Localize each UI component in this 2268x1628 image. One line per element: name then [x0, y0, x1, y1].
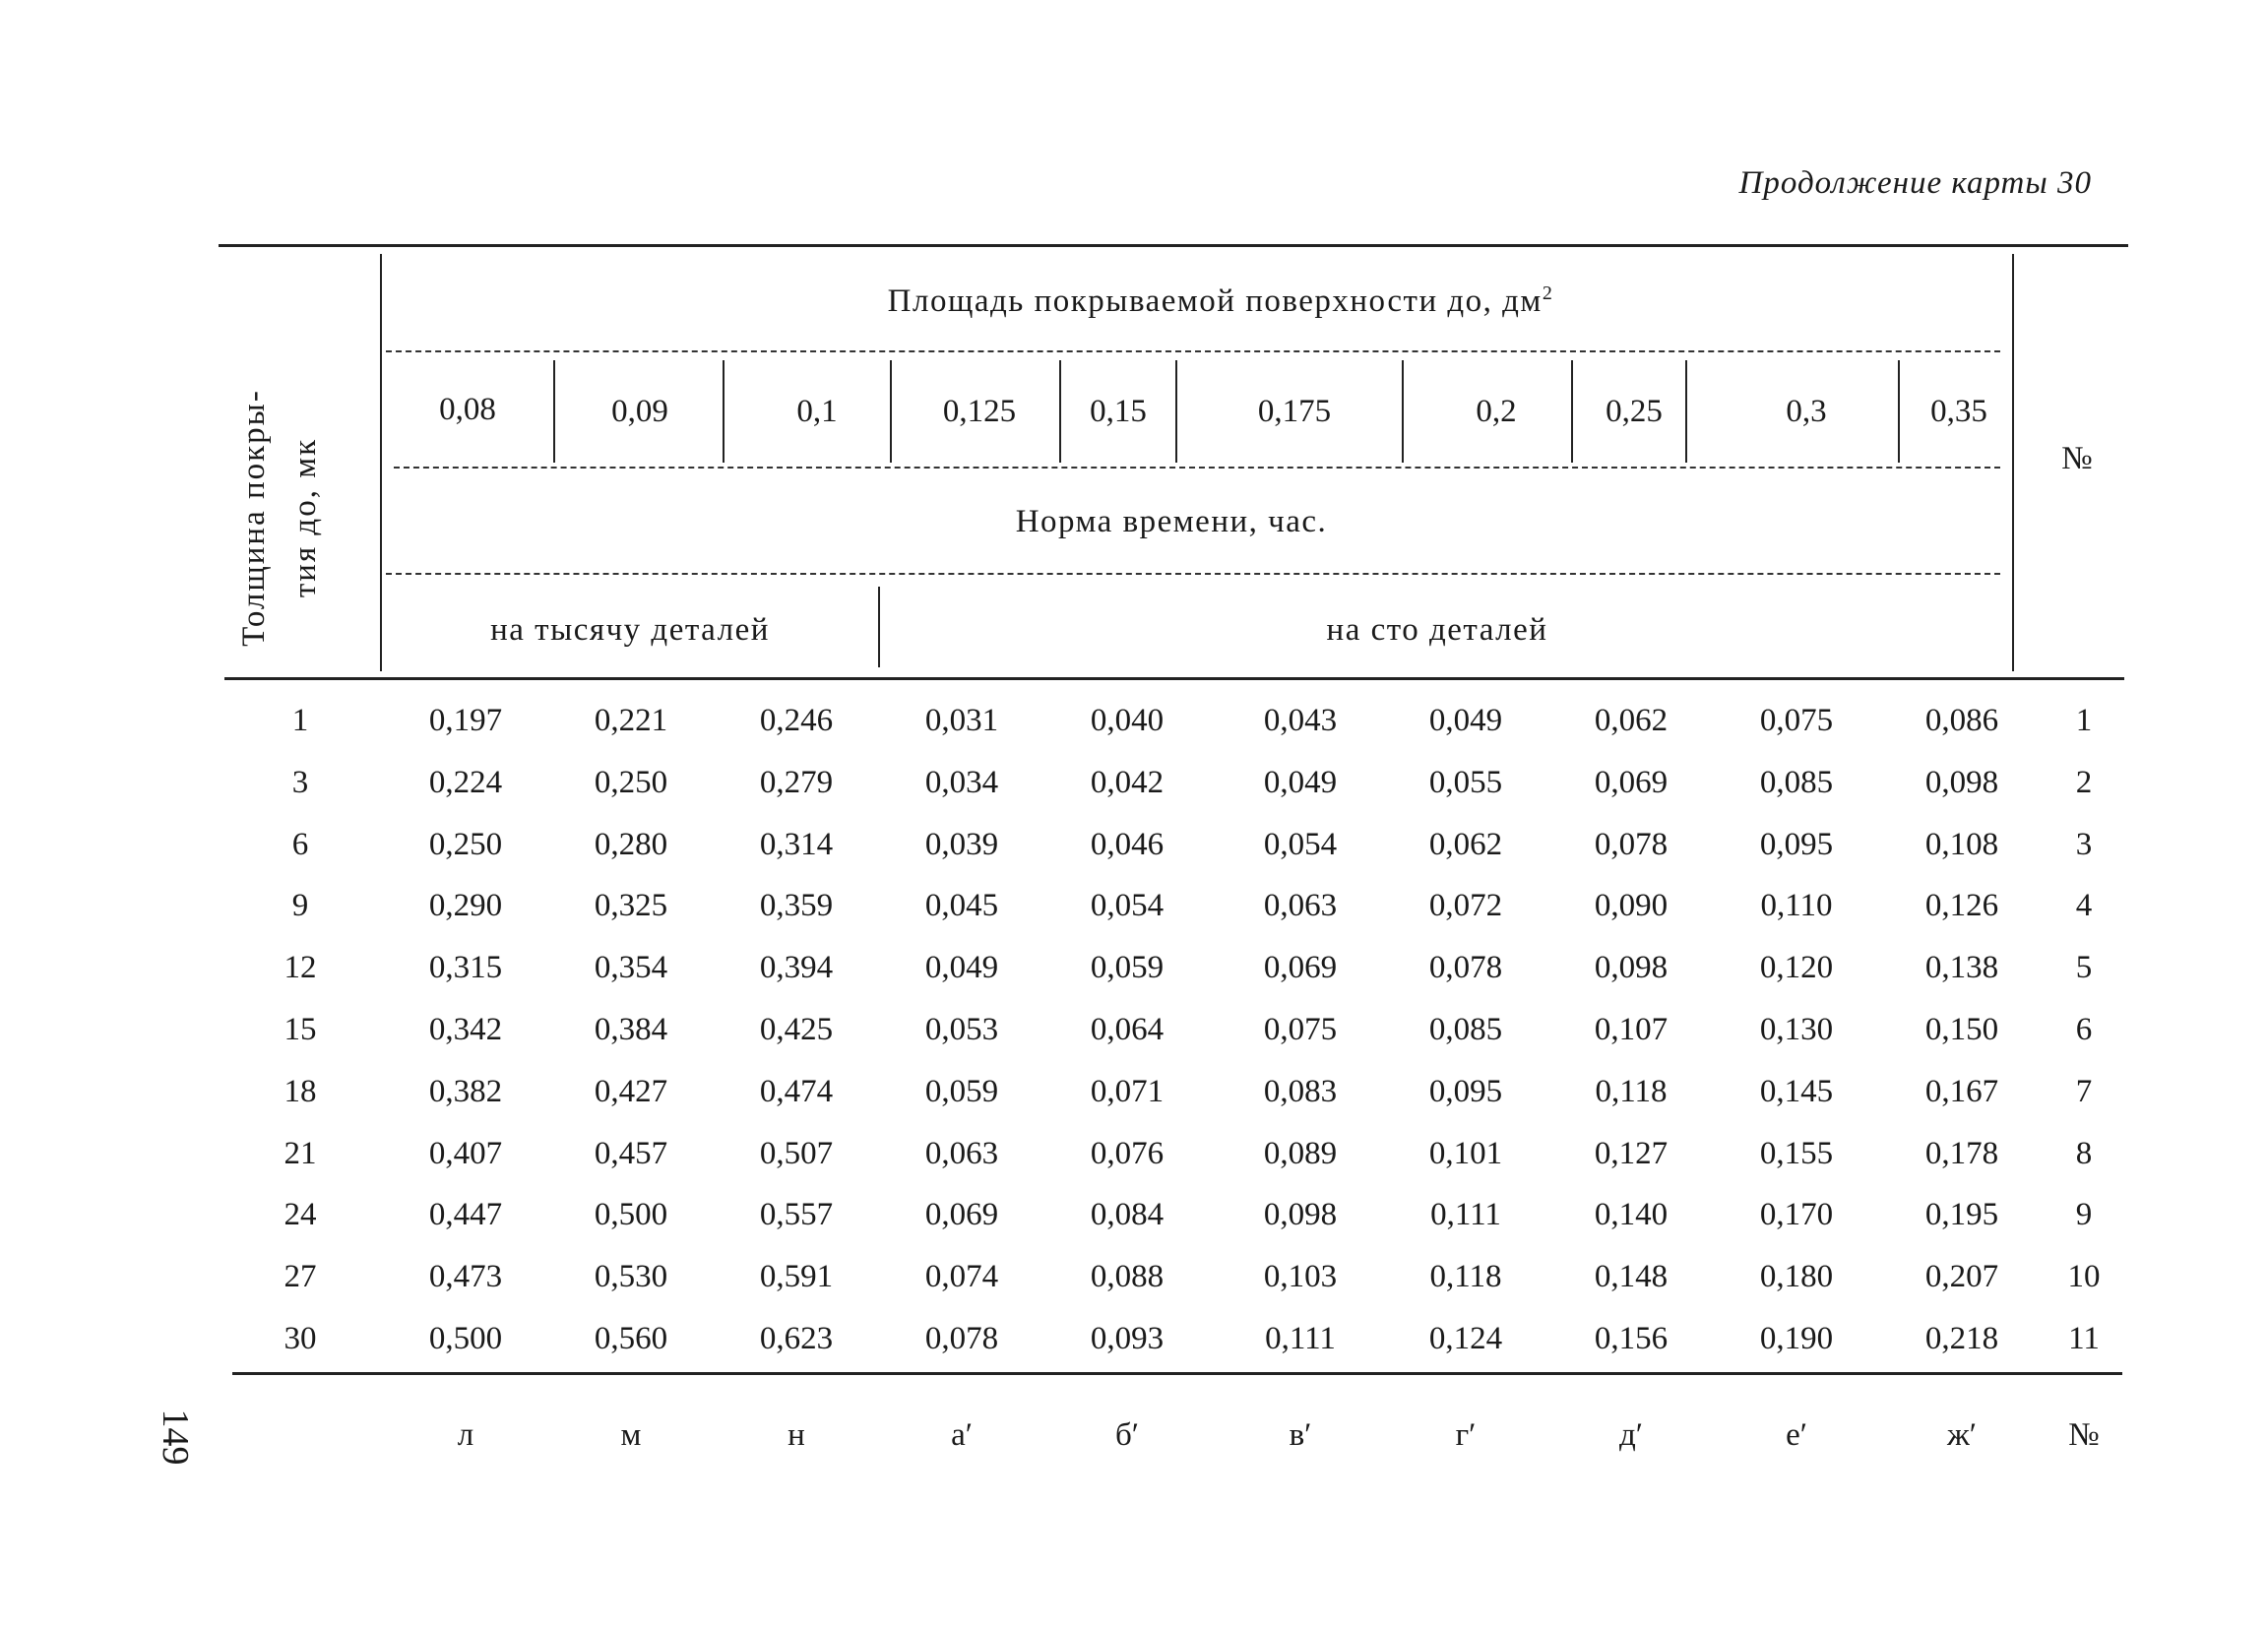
area-value: 0,125	[942, 394, 1017, 429]
area-header-rule	[386, 350, 2000, 352]
value-cell: 0,101	[1428, 1136, 1503, 1171]
footer-number-label: №	[2068, 1417, 2100, 1453]
value-cell: 0,098	[1594, 950, 1669, 985]
value-cell: 0,447	[428, 1197, 503, 1232]
thickness-header	[228, 350, 366, 685]
value-cell: 0,279	[759, 765, 834, 800]
value-cell: 0,054	[1090, 888, 1165, 923]
area-separator	[553, 360, 555, 463]
value-cell: 0,126	[1924, 888, 1999, 923]
thickness-cell: 27	[284, 1259, 317, 1294]
value-cell: 0,224	[428, 765, 503, 800]
per-thousand-header: на тысячу деталей	[490, 612, 770, 648]
value-cell: 0,127	[1594, 1136, 1669, 1171]
value-cell: 0,042	[1090, 765, 1165, 800]
value-cell: 0,031	[924, 703, 999, 738]
value-cell: 0,049	[924, 950, 999, 985]
area-separator	[1898, 360, 1900, 463]
value-cell: 0,093	[1090, 1321, 1165, 1356]
value-cell: 0,055	[1428, 765, 1503, 800]
value-cell: 0,507	[759, 1136, 834, 1171]
value-cell: 0,078	[1428, 950, 1503, 985]
value-cell: 0,090	[1594, 888, 1669, 923]
row-number-cell: 8	[2075, 1136, 2093, 1171]
row-number-cell: 2	[2075, 765, 2093, 800]
table-top-rule	[219, 244, 2128, 247]
value-cell: 0,045	[924, 888, 999, 923]
footer-letter: л	[457, 1417, 474, 1453]
area-value: 0,3	[1786, 394, 1827, 429]
value-cell: 0,069	[1594, 765, 1669, 800]
continuation-caption: Продолжение карты 30	[1738, 165, 2092, 201]
area-separator	[1175, 360, 1177, 463]
value-cell: 0,342	[428, 1012, 503, 1047]
value-cell: 0,076	[1090, 1136, 1165, 1171]
row-number-cell: 3	[2075, 827, 2093, 862]
row-number-cell: 10	[2067, 1259, 2101, 1294]
page-number: 149	[155, 1409, 196, 1466]
footer-letter: а′	[951, 1417, 973, 1453]
thickness-cell: 21	[284, 1136, 317, 1171]
number-column-divider	[2012, 254, 2014, 671]
value-cell: 0,095	[1759, 827, 1834, 862]
value-cell: 0,246	[759, 703, 834, 738]
thickness-header-line1: Толщина покры-	[236, 389, 272, 647]
value-cell: 0,190	[1759, 1321, 1834, 1356]
value-cell: 0,195	[1924, 1197, 1999, 1232]
value-cell: 0,138	[1924, 950, 1999, 985]
row-number-cell: 9	[2075, 1197, 2093, 1232]
value-cell: 0,474	[759, 1074, 834, 1109]
value-cell: 0,086	[1924, 703, 1999, 738]
value-cell: 0,394	[759, 950, 834, 985]
value-cell: 0,384	[594, 1012, 668, 1047]
area-value: 0,09	[611, 394, 668, 429]
value-cell: 0,382	[428, 1074, 503, 1109]
area-value: 0,15	[1090, 394, 1147, 429]
footer-letter: н	[788, 1417, 805, 1453]
area-value: 0,1	[796, 394, 838, 429]
value-cell: 0,178	[1924, 1136, 1999, 1171]
value-cell: 0,118	[1429, 1259, 1502, 1294]
value-cell: 0,111	[1265, 1321, 1336, 1356]
footer-letter: в′	[1289, 1417, 1312, 1453]
thickness-cell: 15	[284, 1012, 317, 1047]
thousand-hundred-divider	[878, 587, 880, 667]
value-cell: 0,098	[1263, 1197, 1338, 1232]
value-cell: 0,354	[594, 950, 668, 985]
row-number-cell: 11	[2068, 1321, 2100, 1356]
value-cell: 0,110	[1760, 888, 1833, 923]
footer-letter: е′	[1786, 1417, 1807, 1453]
value-cell: 0,314	[759, 827, 834, 862]
value-cell: 0,473	[428, 1259, 503, 1294]
footer-letter: м	[620, 1417, 642, 1453]
value-cell: 0,359	[759, 888, 834, 923]
footer-letter: ж′	[1946, 1417, 1978, 1453]
value-cell: 0,064	[1090, 1012, 1165, 1047]
thickness-cell: 12	[284, 950, 317, 985]
value-cell: 0,140	[1594, 1197, 1669, 1232]
thickness-cell: 30	[284, 1321, 317, 1356]
value-cell: 0,250	[594, 765, 668, 800]
value-cell: 0,059	[1090, 950, 1165, 985]
value-cell: 0,290	[428, 888, 503, 923]
area-value: 0,25	[1606, 394, 1663, 429]
value-cell: 0,069	[1263, 950, 1338, 985]
value-cell: 0,085	[1759, 765, 1834, 800]
value-cell: 0,623	[759, 1321, 834, 1356]
value-cell: 0,103	[1263, 1259, 1338, 1294]
table-bottom-rule	[232, 1372, 2122, 1375]
value-cell: 0,156	[1594, 1321, 1669, 1356]
value-cell: 0,089	[1263, 1136, 1338, 1171]
area-values-rule	[394, 467, 2000, 469]
value-cell: 0,111	[1430, 1197, 1501, 1232]
time-norm-rule	[386, 573, 2000, 575]
area-value: 0,08	[439, 392, 496, 427]
value-cell: 0,155	[1759, 1136, 1834, 1171]
row-number-cell: 4	[2075, 888, 2093, 923]
value-cell: 0,145	[1759, 1074, 1834, 1109]
value-cell: 0,083	[1263, 1074, 1338, 1109]
area-separator	[1571, 360, 1573, 463]
value-cell: 0,197	[428, 703, 503, 738]
value-cell: 0,053	[924, 1012, 999, 1047]
value-cell: 0,425	[759, 1012, 834, 1047]
value-cell: 0,130	[1759, 1012, 1834, 1047]
value-cell: 0,221	[594, 703, 668, 738]
time-norm-header: Норма времени, час.	[1015, 504, 1328, 539]
row-number-cell: 7	[2075, 1074, 2093, 1109]
value-cell: 0,078	[924, 1321, 999, 1356]
value-cell: 0,085	[1428, 1012, 1503, 1047]
value-cell: 0,063	[1263, 888, 1338, 923]
row-number-cell: 6	[2075, 1012, 2093, 1047]
row-number-cell: 1	[2075, 703, 2093, 738]
area-separator	[1685, 360, 1687, 463]
footer-letter: д′	[1618, 1417, 1643, 1453]
value-cell: 0,180	[1759, 1259, 1834, 1294]
value-cell: 0,560	[594, 1321, 668, 1356]
header-bottom-rule	[224, 677, 2124, 680]
thickness-cell: 3	[291, 765, 309, 800]
value-cell: 0,049	[1428, 703, 1503, 738]
thickness-cell: 6	[291, 827, 309, 862]
value-cell: 0,407	[428, 1136, 503, 1171]
value-cell: 0,075	[1759, 703, 1834, 738]
thickness-cell: 24	[284, 1197, 317, 1232]
value-cell: 0,043	[1263, 703, 1338, 738]
value-cell: 0,120	[1759, 950, 1834, 985]
value-cell: 0,557	[759, 1197, 834, 1232]
area-separator	[1059, 360, 1061, 463]
number-header: №	[2061, 441, 2093, 476]
area-header-text: Площадь покрываемой поверхности до, дм	[887, 283, 1543, 319]
value-cell: 0,530	[594, 1259, 668, 1294]
area-separator	[890, 360, 892, 463]
value-cell: 0,062	[1594, 703, 1669, 738]
value-cell: 0,250	[428, 827, 503, 862]
value-cell: 0,280	[594, 827, 668, 862]
thickness-cell: 9	[291, 888, 309, 923]
value-cell: 0,098	[1924, 765, 1999, 800]
value-cell: 0,167	[1924, 1074, 1999, 1109]
row-number-cell: 5	[2075, 950, 2093, 985]
area-separator	[723, 360, 724, 463]
value-cell: 0,054	[1263, 827, 1338, 862]
footer-letter: б′	[1114, 1417, 1139, 1453]
area-separator	[1402, 360, 1404, 463]
per-hundred-header: на сто деталей	[1326, 612, 1548, 648]
value-cell: 0,170	[1759, 1197, 1834, 1232]
thickness-cell: 1	[291, 703, 309, 738]
value-cell: 0,315	[428, 950, 503, 985]
value-cell: 0,591	[759, 1259, 834, 1294]
value-cell: 0,218	[1924, 1321, 1999, 1356]
value-cell: 0,500	[594, 1197, 668, 1232]
value-cell: 0,084	[1090, 1197, 1165, 1232]
value-cell: 0,062	[1428, 827, 1503, 862]
value-cell: 0,108	[1924, 827, 1999, 862]
value-cell: 0,427	[594, 1074, 668, 1109]
value-cell: 0,150	[1924, 1012, 1999, 1047]
value-cell: 0,075	[1263, 1012, 1338, 1047]
footer-letter: г′	[1455, 1417, 1477, 1453]
value-cell: 0,034	[924, 765, 999, 800]
thickness-cell: 18	[284, 1074, 317, 1109]
value-cell: 0,072	[1428, 888, 1503, 923]
value-cell: 0,148	[1594, 1259, 1669, 1294]
value-cell: 0,039	[924, 827, 999, 862]
value-cell: 0,124	[1428, 1321, 1503, 1356]
thickness-column-divider	[380, 254, 382, 671]
value-cell: 0,118	[1595, 1074, 1668, 1109]
value-cell: 0,059	[924, 1074, 999, 1109]
value-cell: 0,500	[428, 1321, 503, 1356]
area-value: 0,2	[1476, 394, 1517, 429]
area-header-sup: 2	[1542, 282, 1554, 304]
value-cell: 0,107	[1594, 1012, 1669, 1047]
value-cell: 0,040	[1090, 703, 1165, 738]
value-cell: 0,457	[594, 1136, 668, 1171]
value-cell: 0,049	[1263, 765, 1338, 800]
value-cell: 0,063	[924, 1136, 999, 1171]
area-header	[748, 282, 1693, 320]
value-cell: 0,074	[924, 1259, 999, 1294]
area-value: 0,175	[1257, 394, 1332, 429]
value-cell: 0,078	[1594, 827, 1669, 862]
thickness-header-line2: тия до, мк	[287, 437, 323, 598]
value-cell: 0,207	[1924, 1259, 1999, 1294]
value-cell: 0,069	[924, 1197, 999, 1232]
area-value: 0,35	[1930, 394, 1987, 429]
value-cell: 0,095	[1428, 1074, 1503, 1109]
value-cell: 0,088	[1090, 1259, 1165, 1294]
value-cell: 0,325	[594, 888, 668, 923]
value-cell: 0,046	[1090, 827, 1165, 862]
value-cell: 0,071	[1090, 1074, 1165, 1109]
